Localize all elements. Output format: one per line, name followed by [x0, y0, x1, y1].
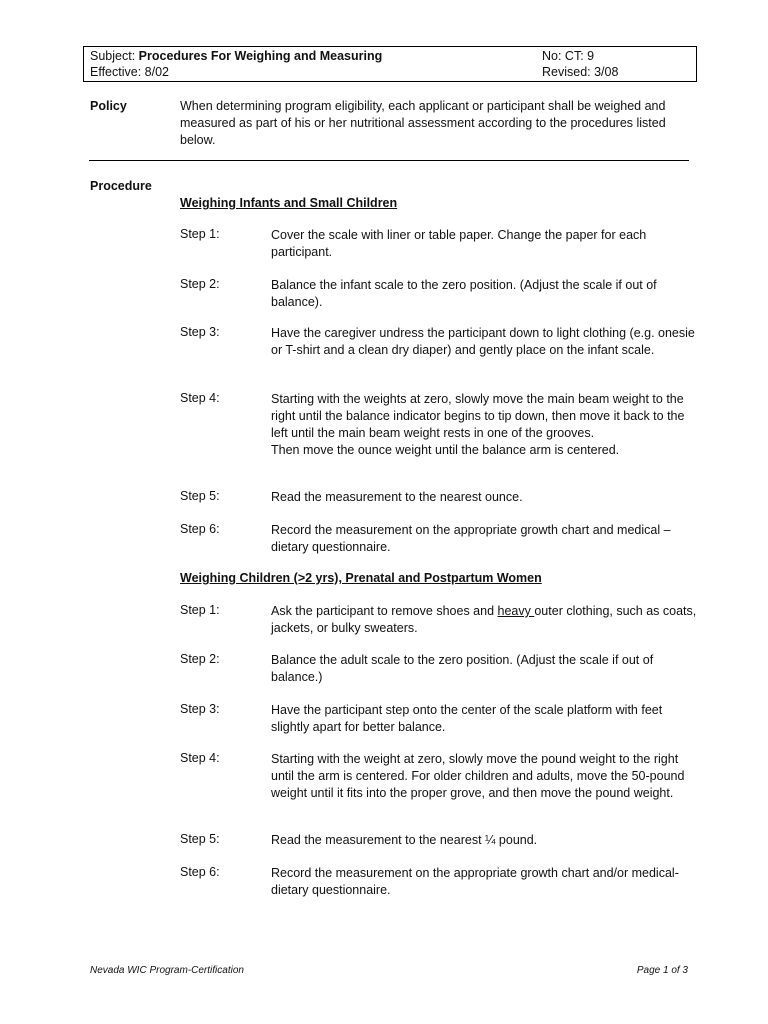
step-text-part: outer clothing, such as coats, jackets, or bulky sweaters. [271, 604, 697, 635]
procedure-label: Procedure [90, 179, 152, 193]
step-label: Step 4: [180, 391, 220, 405]
step-label: Step 4: [180, 751, 220, 765]
document-number: No: CT: 9 [542, 49, 595, 63]
effective-date: Effective: 8/02 [90, 65, 169, 79]
step-text: Balance the infant scale to the zero position. (Adjust the scale if out of balance). [271, 278, 657, 309]
step-text: Record the measurement on the appropriate growth chart and medical –dietary questionnaire. [271, 523, 671, 554]
step-label: Step 1: [180, 603, 220, 617]
step-text: Balance the adult scale to the zero position. (Adjust the scale if out of balance.) [271, 653, 654, 684]
step-text-part: Ask the participant to remove shoes and [271, 604, 498, 618]
step-text-block [271, 391, 699, 459]
step-text [271, 603, 699, 637]
document-header [83, 46, 697, 82]
policy-label: Policy [90, 99, 127, 113]
revised-date: Revised: 3/08 [542, 65, 619, 79]
step-label: Step 2: [180, 277, 220, 291]
section-title-children-women: Weighing Children (>2 yrs), Prenatal and Postpartum Women [180, 571, 542, 585]
step-text-underlined: heavy [497, 604, 535, 618]
step-label: Step 3: [180, 325, 220, 339]
step-text: Read the measurement to the nearest ounce. [271, 490, 523, 504]
step-label: Step 5: [180, 489, 220, 503]
section-divider [89, 160, 689, 161]
policy-text: When determining program eligibility, each applicant or participant shall be weighed and measured as part of his or her nutritional assessment according to the procedures listed below. [180, 99, 666, 147]
step-text: Starting with the weight at zero, slowly move the pound weight to the right until the arm is centered. For older children and adults, move the 50-pound weight until it fits into the proper grove, and then move the pound weight. [271, 752, 685, 800]
step-text-continued: Then move the ounce weight until the balance arm is centered. [271, 443, 620, 457]
step-text: Have the participant step onto the center of the scale platform with feet slightly apart for better balance. [271, 703, 663, 734]
step-label: Step 2: [180, 652, 220, 666]
step-label: Step 3: [180, 702, 220, 716]
step-label: Step 6: [180, 522, 220, 536]
step-label: Step 1: [180, 227, 220, 241]
step-label: Step 5: [180, 832, 220, 846]
subject-label: Subject: [90, 49, 136, 63]
section-title-infants: Weighing Infants and Small Children [180, 196, 398, 210]
step-text: Read the measurement to the nearest ¼ pound. [271, 833, 538, 847]
footer-page-number: Page 1 of 3 [636, 965, 688, 976]
footer-program: Nevada WIC Program-Certification [90, 965, 244, 976]
step-text: Cover the scale with liner or table paper. Change the paper for each participant. [271, 228, 647, 259]
step-label: Step 6: [180, 865, 220, 879]
step-text: Starting with the weights at zero, slowly move the main beam weight to the right until the balance indicator begins to tip down, then move it back to the left until the main beam weight rests in one of the grooves. [271, 392, 685, 440]
subject-line [90, 48, 382, 64]
step-text: Record the measurement on the appropriate growth chart and/or medical-dietary questionnaire. [271, 866, 679, 897]
subject-value: Procedures For Weighing and Measuring [138, 49, 383, 63]
step-text: Have the caregiver undress the participant down to light clothing (e.g. onesie or T-shirt and a clean dry diaper) and gently place on the infant scale. [271, 326, 695, 357]
